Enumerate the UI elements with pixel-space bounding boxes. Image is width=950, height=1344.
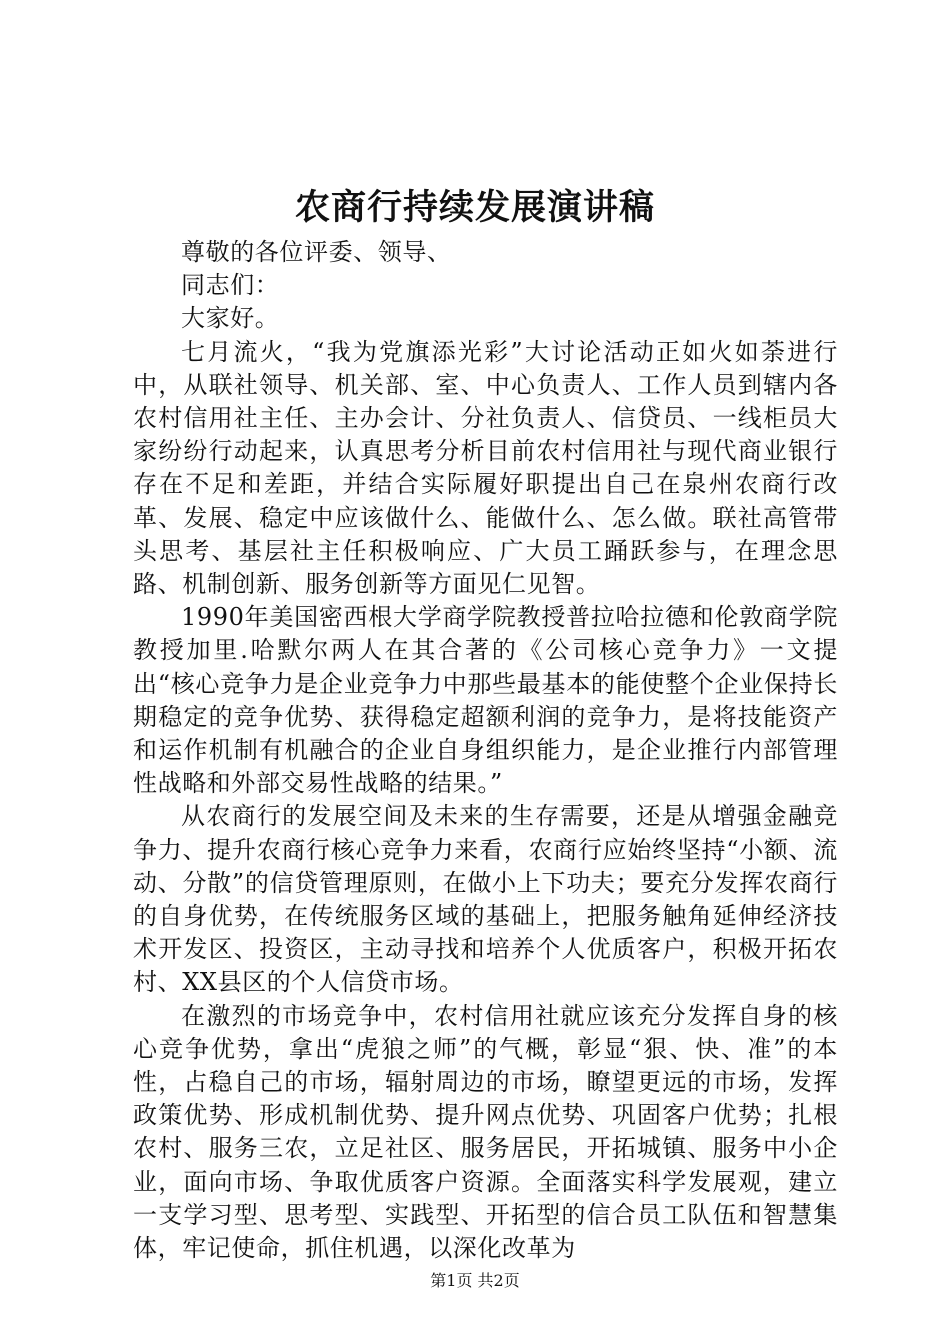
paragraph-competition: 在激烈的市场竞争中，农村信用社就应该充分发挥自身的核心竞争优势，拿出“虎狼之师”的气概，彰显“狠、快、准”的本性，占稳自己的市场，辐射周边的市场，瞭望更远的市场，发挥政策优势、形成机制优势、提升网点优势、巩固客户优势；扎根农村、服务三农，立足社区、服务居民，开拓城镇、服务中小企业，面向市场、争取优质客户资源。全面落实科学发展观，建立一支学习型、思考型、实践型、开拓型的信合员工队伍和智慧集体，牢记使命，抓住机遇，以深化改革为 — [133, 1001, 838, 1263]
paragraph-core-competence: 1990年美国密西根大学商学院教授普拉哈拉德和伦敦商学院教授加里.哈默尔两人在其合著的《公司核心竞争力》一文提出“核心竞争力是企业竞争力中那些最基本的能使整个企业保持长期稳定的竞争优势、获得稳定超额利润的竞争力，是将技能资产和运作机制有机融合的企业自身组织能力，是企业推行内部管理性战略和外部交易性战略的结果。” — [133, 603, 838, 798]
paragraph-intro: 七月流火，“我为党旗添光彩”大讨论活动正如火如荼进行中，从联社领导、机关部、室、中心负责人、工作人员到辖内各农村信用社主任、主办会计、分社负责人、信贷员、一线柜员大家纷纷行动起来，认真思考分析目前农村信用社与现代商业银行存在不足和差距，并结合实际履好职提出自己在泉州农商行改革、发展、稳定中应该做什么、能做什么、怎么做。联社高管带头思考、基层社主任积极响应、广大员工踊跃参与，在理念思路、机制创新、服务创新等方面见仁见智。 — [133, 337, 838, 599]
document-body — [133, 236, 838, 1265]
page-footer: 第1页 共2页 — [430, 1271, 520, 1290]
salutation-line-2: 同志们： — [181, 271, 280, 300]
salutation-line-1: 尊敬的各位评委、领导、 — [181, 238, 452, 266]
document-title: 农商行持续发展演讲稿 — [294, 187, 655, 228]
paragraph-development: 从农商行的发展空间及未来的生存需要，还是从增强金融竞争力、提升农商行核心竞争力来看，农商行应始终坚持“小额、流动、分散”的信贷管理原则，在做小上下功夫；要充分发挥农商行的自身优势，在传统服务区域的基础上，把服务触角延伸经济技术开发区、投资区，主动寻找和培养个人优质客户，积极开拓农村、XX县区的个人信贷市场。 — [133, 802, 838, 997]
greeting: 大家好。 — [181, 304, 280, 333]
